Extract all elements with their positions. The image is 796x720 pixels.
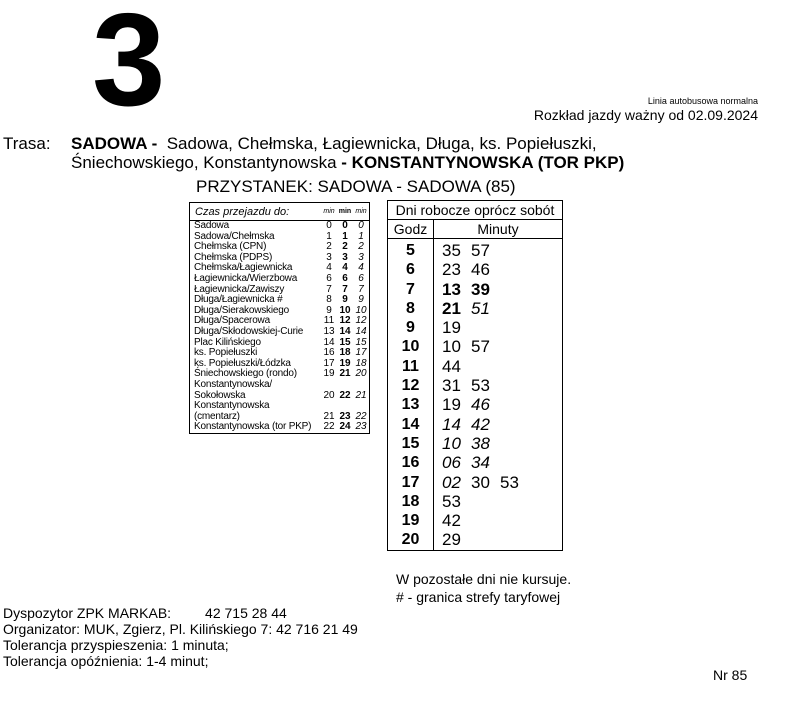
time-a: 8 xyxy=(326,294,332,306)
line-number: 3 xyxy=(92,0,164,133)
stop-name: Konstantynowska (tor PKP) xyxy=(194,421,312,433)
stop-name: Długa/Łagiewnicka # xyxy=(194,294,283,306)
time-a: 17 xyxy=(323,357,335,369)
minutes-column xyxy=(434,239,562,550)
zone-note: # - granica strefy taryfowej xyxy=(396,589,561,605)
time-c: 23 xyxy=(355,421,367,433)
minutes-row xyxy=(434,357,562,376)
time-a: 22 xyxy=(323,421,335,433)
minute-value: 06 xyxy=(442,453,461,473)
minute-value: 35 xyxy=(442,241,461,260)
minutes-row xyxy=(434,299,562,318)
time-b: 24 xyxy=(339,421,351,433)
minute-value: 30 xyxy=(471,472,490,492)
minute-value: 46 xyxy=(471,260,490,280)
stop-name: Chełmska/Łagiewnicka xyxy=(194,262,293,274)
route-label: Trasa: xyxy=(3,134,51,153)
stop-name: Długa/Spacerowa xyxy=(194,315,270,327)
minute-value: 42 xyxy=(442,511,461,531)
hour-cell: 7 xyxy=(406,280,415,298)
hour-cell: 18 xyxy=(401,492,420,510)
minutes-row xyxy=(434,376,562,395)
minute-value: 42 xyxy=(471,414,490,434)
stop-name: Długa/Sierakowskiego xyxy=(194,304,289,316)
time-a: 9 xyxy=(326,304,332,316)
time-b: 22 xyxy=(339,389,351,401)
time-a: 21 xyxy=(323,410,335,422)
travel-table-header xyxy=(190,203,369,221)
stop-name: Plac Kilińskiego xyxy=(194,336,261,348)
travel-header-label: Czas przejazdu do: xyxy=(195,205,290,218)
hour-cell: 13 xyxy=(401,396,420,414)
minutes-row xyxy=(434,337,562,356)
time-a: 3 xyxy=(326,251,332,263)
organizer: Organizator: MUK, Zgierz, Pl. Kilińskiego 7: 42 716 21 49 xyxy=(3,621,358,637)
travel-time-table xyxy=(189,202,370,434)
travel-rows xyxy=(190,221,369,433)
time-c: 7 xyxy=(358,283,364,295)
hour-cell: 11 xyxy=(402,357,419,375)
stop-name: Konstantynowska (cmentarz) xyxy=(194,400,270,422)
time-b: 23 xyxy=(339,410,351,422)
hour-cell: 19 xyxy=(401,512,420,530)
hour-cell: 14 xyxy=(401,415,420,433)
travel-row xyxy=(190,380,369,401)
time-c: 3 xyxy=(358,251,364,263)
time-c: 14 xyxy=(355,325,367,337)
time-a: 13 xyxy=(323,325,335,337)
minute-value: 53 xyxy=(500,472,519,492)
stop-name: Chełmska (PDPS) xyxy=(194,251,273,263)
time-b: 6 xyxy=(342,272,348,284)
minute-value: 10 xyxy=(442,433,461,453)
route-start: SADOWA - xyxy=(71,134,158,153)
time-b: 3 xyxy=(342,251,348,263)
minutes-row xyxy=(434,473,562,492)
time-b: 15 xyxy=(339,336,351,348)
page-number: Nr 85 xyxy=(713,667,748,683)
time-b: 14 xyxy=(339,325,351,337)
time-b: 18 xyxy=(339,347,351,359)
no-service-note: W pozostałe dni nie kursuje. xyxy=(396,571,572,587)
hour-cell: 15 xyxy=(401,434,420,452)
stop-title: PRZYSTANEK: SADOWA - SADOWA (85) xyxy=(196,177,516,196)
stop-name: Długa/Skłodowskiej-Curie xyxy=(194,325,304,337)
time-b: 1 xyxy=(342,230,348,242)
hours-column xyxy=(388,239,434,550)
stop-name: Sadowa xyxy=(194,220,229,231)
minute-col-label: Minuty xyxy=(477,221,519,237)
time-c: 20 xyxy=(355,368,367,380)
minute-value: 19 xyxy=(442,395,461,415)
time-a: 4 xyxy=(326,262,332,274)
minutes-row xyxy=(434,280,562,299)
stop-name: Śniechowskiego (rondo) xyxy=(194,368,297,380)
footer xyxy=(3,605,358,669)
col-min-2: min xyxy=(338,208,352,215)
tolerance-late: Tolerancja opóźnienia: 1-4 minut; xyxy=(3,653,209,669)
minute-value: 44 xyxy=(442,356,461,376)
route xyxy=(3,134,624,172)
minutes-row xyxy=(434,260,562,279)
hour-cell: 16 xyxy=(401,454,420,472)
stop-name: Łagiewnicka/Wierzbowa xyxy=(194,272,298,284)
time-b: 7 xyxy=(342,283,348,295)
minutes-row xyxy=(434,395,562,414)
stop-name: Konstantynowska/ Sokołowska xyxy=(194,378,272,401)
time-b: 19 xyxy=(339,357,351,369)
hour-cell: 12 xyxy=(401,377,420,395)
time-a: 19 xyxy=(323,368,335,380)
time-b: 21 xyxy=(339,368,351,380)
time-a: 11 xyxy=(323,315,335,327)
hour-cell: 5 xyxy=(406,242,415,259)
time-b: 2 xyxy=(342,241,348,253)
travel-row xyxy=(190,401,369,422)
minutes-row xyxy=(434,318,562,337)
route-middle-1: Sadowa, Chełmska, Łagiewnicka, Długa, ks. Popiełuszki, xyxy=(166,134,597,153)
minutes-row xyxy=(434,415,562,434)
time-c: 15 xyxy=(355,336,367,348)
time-c: 12 xyxy=(355,315,367,327)
stop-name: Łagiewnicka/Zawiszy xyxy=(194,283,285,295)
time-c: 1 xyxy=(358,230,364,242)
minute-value: 29 xyxy=(442,530,461,550)
hour-cell: 6 xyxy=(406,261,415,279)
time-b: 0 xyxy=(342,220,348,231)
time-a: 14 xyxy=(323,336,335,348)
time-a: 2 xyxy=(326,241,332,253)
line-type: Linia autobusowa normalna xyxy=(647,96,758,106)
minutes-row xyxy=(434,453,562,472)
minute-value: 51 xyxy=(471,298,490,318)
time-a: 6 xyxy=(326,272,332,284)
travel-row xyxy=(190,422,369,433)
time-b: 4 xyxy=(342,262,348,274)
time-c: 4 xyxy=(358,262,364,274)
travel-row xyxy=(190,274,369,285)
departures-table xyxy=(387,200,563,551)
minute-value: 02 xyxy=(442,472,461,492)
time-c: 21 xyxy=(355,389,367,401)
valid-from: Rozkład jazdy ważny od 02.09.2024 xyxy=(533,107,758,123)
dispatcher-phone: 42 715 28 44 xyxy=(205,605,287,621)
minutes-row xyxy=(434,530,562,549)
minute-value: 57 xyxy=(471,337,490,357)
time-c: 9 xyxy=(358,294,364,306)
minute-value: 21 xyxy=(442,298,461,318)
minute-value: 46 xyxy=(471,395,490,415)
minutes-row xyxy=(434,434,562,453)
stop-name: Chełmska (CPN) xyxy=(194,241,267,253)
hour-col-label: Godz xyxy=(388,220,434,238)
stop-name: ks. Popiełuszki/Łódzka xyxy=(194,357,291,369)
minute-value: 19 xyxy=(442,318,461,338)
hour-cell: 20 xyxy=(401,531,420,549)
time-b: 9 xyxy=(342,294,348,306)
time-a: 20 xyxy=(323,389,335,401)
time-c: 6 xyxy=(358,272,364,284)
minute-value: 53 xyxy=(471,376,490,396)
column-header xyxy=(388,220,562,239)
minute-value: 31 xyxy=(442,376,461,396)
time-b: 12 xyxy=(339,315,351,327)
minute-value: 13 xyxy=(442,279,461,299)
minute-value: 23 xyxy=(442,260,461,280)
minutes-row xyxy=(434,241,562,260)
minutes-row xyxy=(434,492,562,511)
time-c: 22 xyxy=(355,410,367,422)
dispatcher-label: Dyspozytor ZPK MARKAB: xyxy=(3,605,172,621)
minute-value: 10 xyxy=(442,337,461,357)
time-a: 0 xyxy=(326,220,332,231)
minute-value: 39 xyxy=(471,279,490,299)
time-b: 10 xyxy=(339,304,351,316)
minute-value: 14 xyxy=(442,414,461,434)
route-end: - KONSTANTYNOWSKA (TOR PKP) xyxy=(341,153,625,172)
minute-value: 38 xyxy=(471,433,490,453)
minutes-row xyxy=(434,511,562,530)
tolerance-early: Tolerancja przyspieszenia: 1 minuta; xyxy=(3,637,229,653)
time-c: 0 xyxy=(358,220,364,231)
hour-cell: 17 xyxy=(401,473,420,491)
minute-value: 53 xyxy=(442,491,461,511)
minute-value: 57 xyxy=(471,241,490,260)
col-min-1: min xyxy=(323,208,335,215)
stop-name: ks. Popiełuszki xyxy=(194,347,258,359)
travel-row xyxy=(190,327,369,338)
travel-row xyxy=(190,221,369,232)
time-c: 10 xyxy=(355,304,367,316)
hour-cell: 10 xyxy=(401,338,420,356)
time-a: 16 xyxy=(323,347,335,359)
time-a: 1 xyxy=(326,230,332,242)
stop-name: Sadowa/Chełmska xyxy=(194,230,275,242)
time-c: 2 xyxy=(358,241,364,253)
col-min-3: min xyxy=(355,208,367,215)
time-c: 17 xyxy=(355,347,367,359)
route-middle-2: Śniechowskiego, Konstantynowska xyxy=(71,153,337,172)
time-c: 18 xyxy=(355,357,367,369)
hour-cell: 9 xyxy=(406,319,415,337)
time-a: 7 xyxy=(326,283,332,295)
day-header: Dni robocze oprócz sobót xyxy=(388,201,562,220)
minute-value: 34 xyxy=(471,453,490,473)
hour-cell: 8 xyxy=(406,299,415,317)
